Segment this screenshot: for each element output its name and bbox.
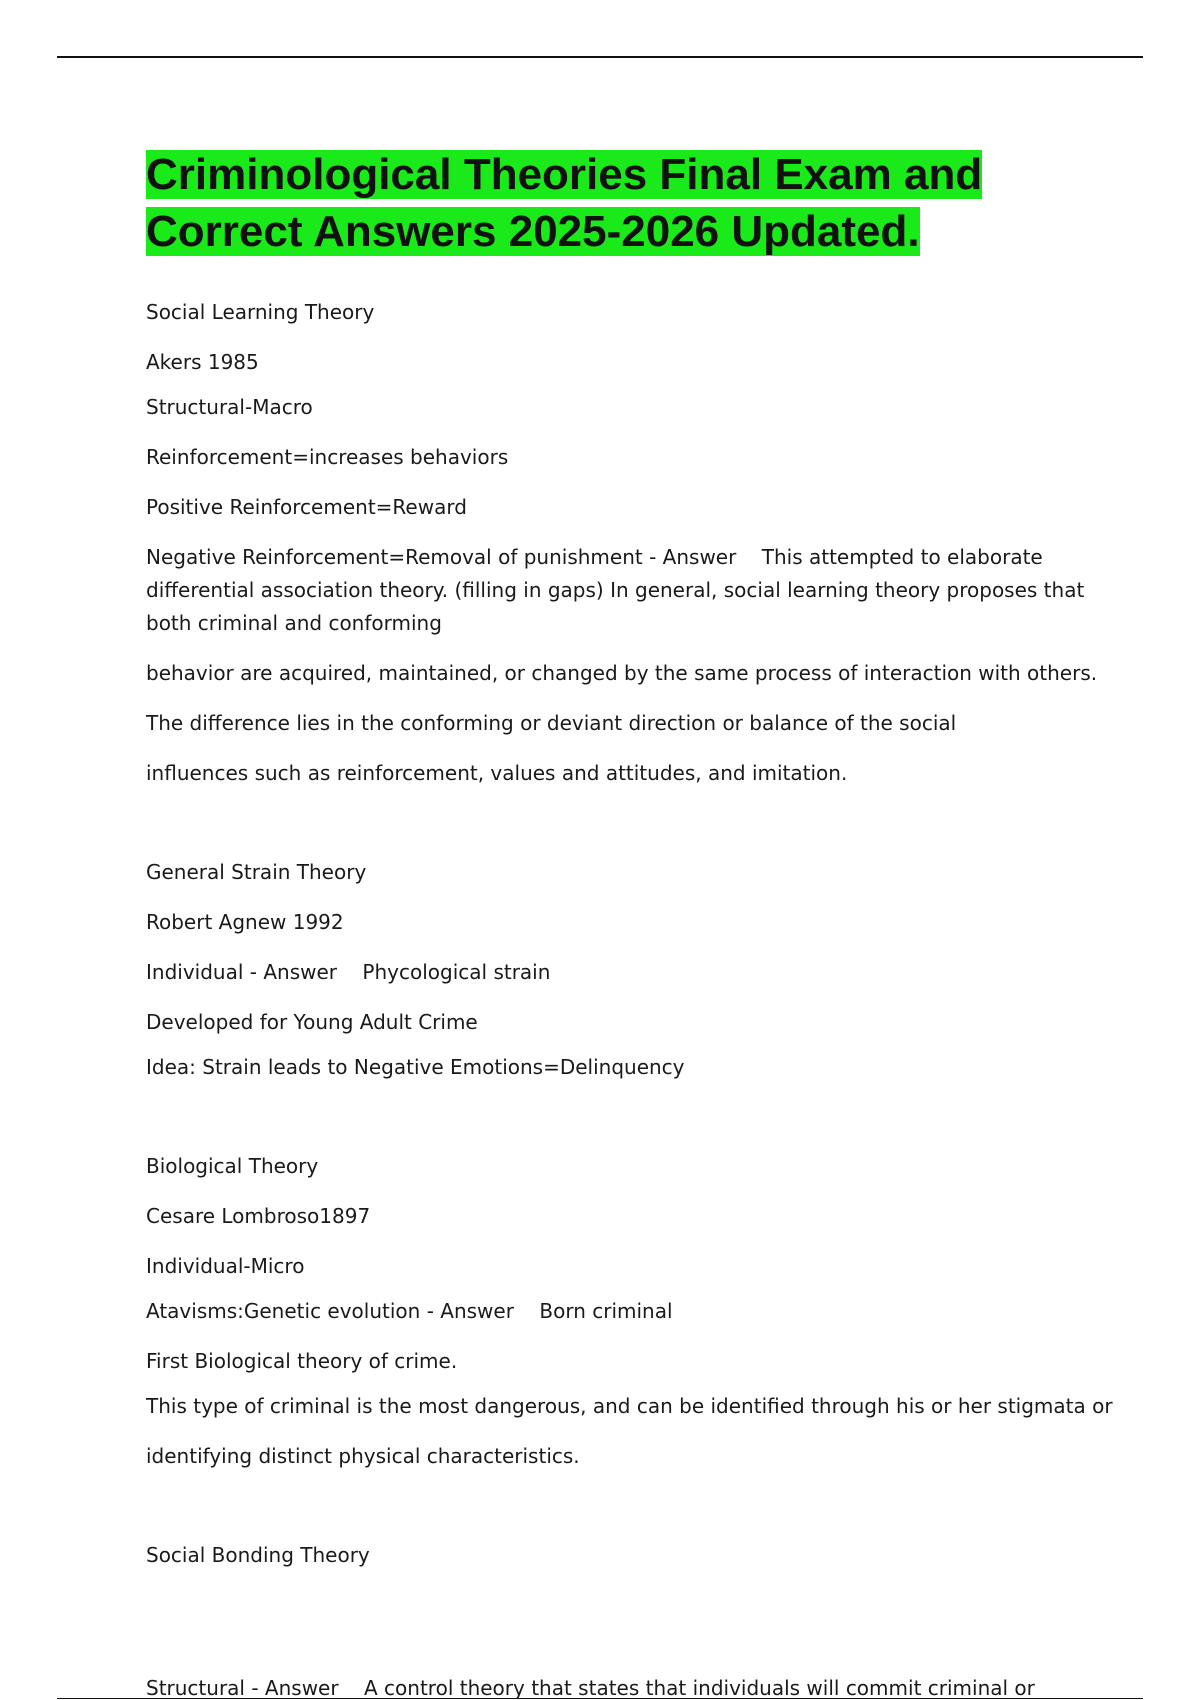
section-heading: Social Bonding Theory <box>146 1543 370 1567</box>
section-heading: Social Learning Theory <box>146 300 375 324</box>
section-social-learning <box>146 296 1098 790</box>
text-line: Structural - Answer A control theory that states that individuals will commit criminal or <box>146 1676 1035 1698</box>
text-line: Negative Reinforcement=Removal of punishment - Answer This attempted to elaborate differential association theory. (filling in gaps) In general, social learning theory proposes that both criminal and conforming <box>146 545 1091 635</box>
text-line: Idea: Strain leads to Negative Emotions=Delinquency <box>146 1055 685 1079</box>
text-line: Robert Agnew 1992 <box>146 910 344 934</box>
text-line: Individual - Answer Phycological strain <box>146 960 551 984</box>
text-line: The difference lies in the conforming or deviant direction or balance of the social <box>146 711 957 735</box>
document-title <box>146 146 1026 260</box>
section-heading: General Strain Theory <box>146 860 367 884</box>
page-bottom-clip <box>146 1672 1086 1698</box>
title-highlight: Criminological Theories Final Exam and Correct Answers 2025-2026 Updated. <box>146 150 983 256</box>
text-line: Reinforcement=increases behaviors <box>146 445 509 469</box>
text-line: Akers 1985 <box>146 350 259 374</box>
text-line: identifying distinct physical characteristics. <box>146 1444 580 1468</box>
section-gap <box>146 807 1086 856</box>
text-line: behavior are acquired, maintained, or changed by the same process of interaction with others. <box>146 661 1098 685</box>
section-gap <box>146 1490 1086 1539</box>
text-line: Cesare Lombroso1897 <box>146 1204 371 1228</box>
text-line: Structural-Macro <box>146 395 313 419</box>
section-biological <box>146 1150 1113 1473</box>
text-line: This type of criminal is the most dangerous, and can be identified through his or her stigmata or <box>146 1394 1113 1418</box>
section-heading: Biological Theory <box>146 1154 319 1178</box>
text-line: Developed for Young Adult Crime <box>146 1010 478 1034</box>
text-line: influences such as reinforcement, values and attitudes, and imitation. <box>146 761 848 785</box>
text-line: Atavisms:Genetic evolution - Answer Born criminal <box>146 1299 673 1323</box>
section-general-strain <box>146 856 1086 1084</box>
text-line: Positive Reinforcement=Reward <box>146 495 467 519</box>
section-gap <box>146 1101 1086 1150</box>
section-social-bonding <box>146 1539 1086 1572</box>
header-rule <box>57 56 1143 58</box>
text-line: First Biological theory of crime. <box>146 1349 458 1373</box>
document-body <box>146 146 1113 1589</box>
footer-rule <box>57 1698 1143 1699</box>
text-line: Individual-Micro <box>146 1254 305 1278</box>
